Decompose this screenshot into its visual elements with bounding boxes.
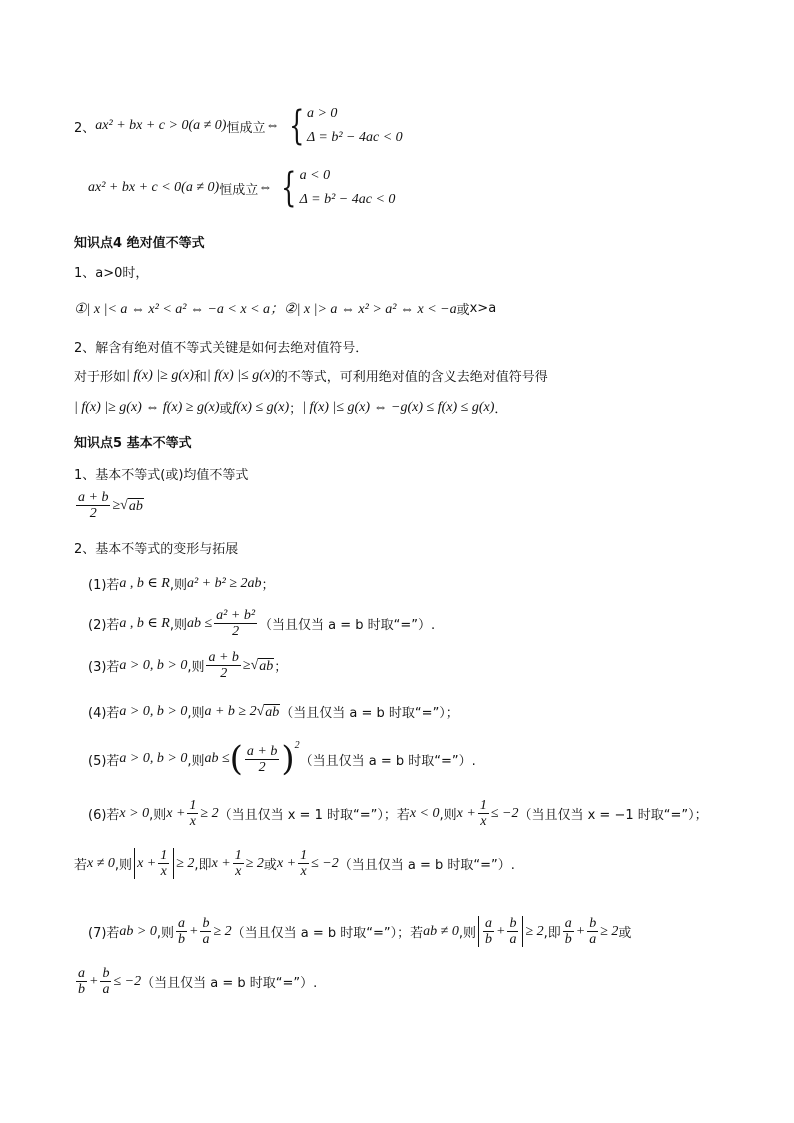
formula: | f(x) |≥ g(x) ⇔ f(x) ≥ g(x) [74,399,220,415]
paragraph: 1、a>0时， [74,266,149,281]
or-text: 或 [219,402,233,417]
list-item: (7)若 ab > 0 ,则 $\frac{a}{b}$ + $\frac{b}{a}$ ≥ 2 （当且仅当 a = b 时取“=”）；若 ab ≠ 0 ,则 $\frac{a}{b}$ + $\frac{b}{a}$ ≥ 2 ,即 $\frac{a}{b}$ + $\frac{b}{a}$ ≥ 2 或 [88,916,632,947]
sqrt: √ ab [120,497,143,514]
formula: | f(x) |≤ g(x) ⇔ −g(x) ≤ f(x) ≤ g(x) [302,399,495,415]
condition-line-negative [88,165,396,211]
formula-line [74,298,496,318]
always-holds-text: 恒成立 [219,182,259,198]
text: 和 [193,370,207,385]
or-text: 或 [456,302,470,318]
paragraph [74,366,548,385]
formula: ①| x |< a ⇔ x² < a² ⇔ −a < x < a；②| x |> a ⇔ x² > a² ⇔ x < −a [74,302,457,317]
sqrt: √ ab [256,703,280,720]
system-row-2: Δ = b² − 4ac < 0 [299,192,396,207]
list-item-continuation: 若 x ≠ 0 ,则 x + $\frac{1}{x}$ ≥ 2 ,即 x + $\frac{1}{x}$ ≥ 2 或 x + $\frac{1}{x}$ ≤ −2 （当且仅当 a = b 时取“=”）. [74,848,515,879]
system-row-1: a < 0 [299,168,331,183]
paragraph: 1、基本不等式(或)均值不等式 [74,468,249,483]
section-heading-4: 知识点4 绝对值不等式 [74,236,205,251]
quadratic-expression: ax² + bx + c > 0(a ≠ 0) [95,118,227,133]
list-item: (1)若 a , b ∈ R ,则 a² + b² ≥ 2ab ； [88,575,275,593]
separator: ； [289,402,303,417]
list-item: (4)若 a > 0, b > 0 ,则 a + b ≥ 2 √ ab （当且仅当 a = b 时取“=”）； [88,703,459,721]
list-item: (2)若 a , b ∈ R ,则 ab ≤ $\frac{\text{a² + b²}}{2}$ （当且仅当 a = b 时取“=”）. [88,608,436,639]
formula-tail: x>a [469,300,497,316]
section-heading-5: 知识点5 基本不等式 [74,436,192,451]
iff-symbol: ⇔ [258,180,273,195]
always-holds-text: 恒成立 [226,120,266,136]
formula: f(x) ≤ g(x) [232,399,290,415]
system-row-1: a > 0 [306,106,338,121]
paragraph: 2、解含有绝对值不等式关键是如何去绝对值符号． [74,341,369,356]
fraction: $\frac{a + b}{2}$ [246,743,278,775]
formula-line [74,398,507,417]
formula: | f(x) |≤ g(x) [206,367,275,383]
sqrt: √ ab [250,657,274,674]
fraction: $\frac{a + b}{2}$ [208,650,239,681]
paragraph: 2、基本不等式的变形与拓展 [74,542,239,557]
list-item: (5)若 a > 0, b > 0 ,则 ab ≤ ( $\frac{a + b}{2}$ ) $^2$ （当且仅当 a = b 时取“=”）. [88,739,476,779]
fraction: $\frac{a + b}{2}$ [78,490,109,521]
formula-line [74,490,144,521]
system-row-2: Δ = b² − 4ac < 0 [306,130,403,145]
condition-system [276,165,396,211]
left-brace-icon: { [288,103,304,149]
iff-symbol: ⇔ [265,118,280,133]
formula: | f(x) |≥ g(x) [126,367,194,383]
text: 对于形如 [74,370,127,385]
condition-system [284,103,403,149]
left-brace-icon: { [281,165,297,211]
condition-line-positive [74,103,403,149]
quadratic-expression: ax² + bx + c < 0(a ≠ 0) [88,180,220,195]
period: ． [494,402,508,417]
list-item: (3)若 a > 0, b > 0 ,则 $\frac{a + b}{2}$ ≥ √ ab ； [88,650,288,681]
item-number: 2、 [74,120,96,136]
text: 的不等式，可利用绝对值的含义去绝对值符号得 [274,370,548,385]
fraction: $\frac{\text{a² + b²}}{2}$ [216,608,256,639]
list-item: (6)若 x > 0 ,则 x + $\frac{1}{x}$ ≥ 2 （当且仅当 x = 1 时取“=”）；若 x < 0 ,则 x + $\frac{1}{x}$ ≤ −2 （当且仅当 x = −1 时取“=”）； [88,798,708,829]
ge-symbol: ≥ [112,497,121,513]
list-item-continuation: $\frac{a}{b}$ + $\frac{b}{a}$ ≤ −2 （当且仅当 a = b 时取“=”）. [78,966,318,997]
